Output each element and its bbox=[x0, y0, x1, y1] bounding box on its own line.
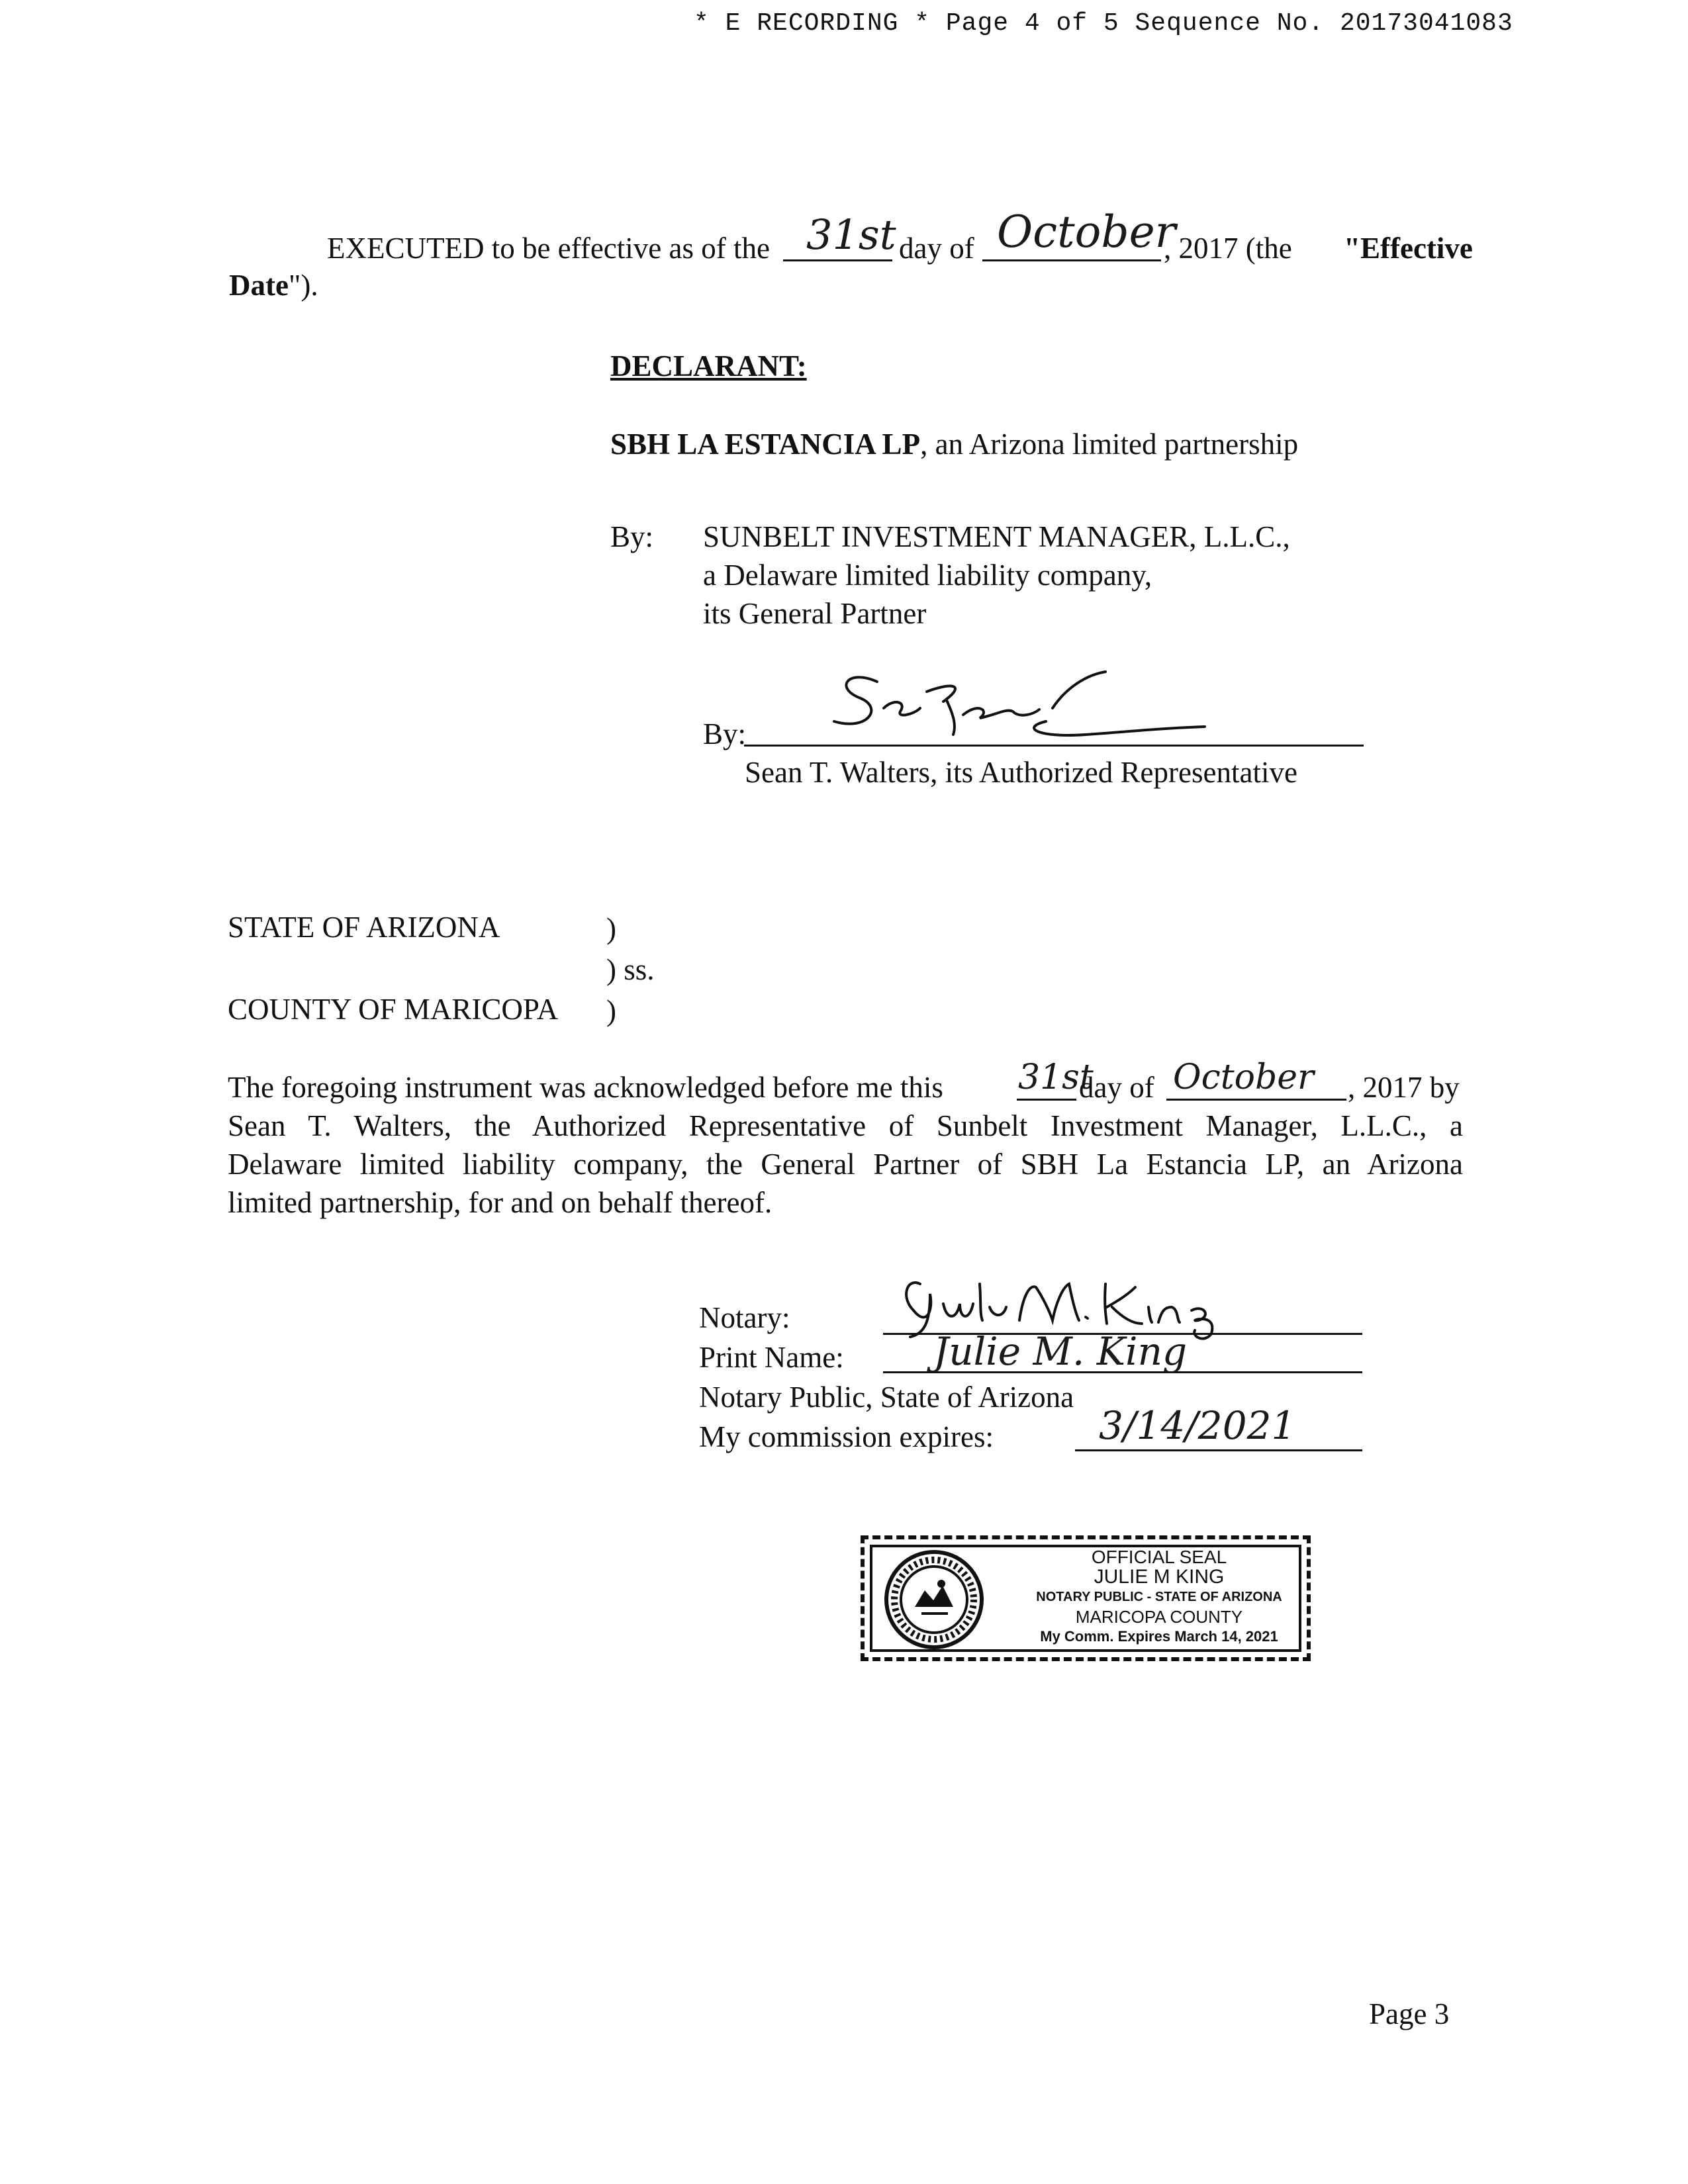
ack-line1-pre: The foregoing instrument was acknowledged before me this bbox=[228, 1071, 943, 1104]
notary-seal-stamp bbox=[861, 1535, 1311, 1661]
executed-month-blank bbox=[982, 259, 1161, 261]
seal-county: MARICOPA COUNTY bbox=[1075, 1607, 1243, 1627]
signature-image bbox=[821, 662, 1218, 748]
executed-day-of: day of bbox=[899, 232, 974, 265]
venue-county: COUNTY OF MARICOPA bbox=[228, 993, 559, 1026]
signer-name: Sean T. Walters, its Authorized Representative bbox=[745, 756, 1297, 789]
declarant-heading: DECLARANT: bbox=[610, 349, 807, 383]
notary-public-line: Notary Public, State of Arizona bbox=[699, 1381, 1074, 1414]
ack-month-blank bbox=[1166, 1099, 1346, 1101]
ack-line2: Sean T. Walters, the Authorized Representative of Sunbelt Investment Manager, L.L.C., a bbox=[228, 1109, 1463, 1142]
ack-line4: limited partnership, for and on behalf thereof. bbox=[228, 1186, 773, 1219]
ack-day-handwritten: 31st bbox=[1018, 1058, 1094, 1097]
ack-post: , 2017 by bbox=[1348, 1071, 1460, 1104]
executed-prefix: EXECUTED to be effective as of the bbox=[327, 232, 770, 265]
seal-title: OFFICIAL SEAL bbox=[1091, 1547, 1227, 1567]
ack-line3: Delaware limited liability company, the General Partner of SBH La Estancia LP, an Arizona bbox=[228, 1148, 1463, 1181]
seal-text-block bbox=[1017, 1547, 1301, 1647]
signature-by-label: By: bbox=[703, 717, 747, 751]
ack-day-blank bbox=[1017, 1099, 1076, 1101]
print-name-label: Print Name: bbox=[699, 1341, 844, 1374]
commission-expires-label: My commission expires: bbox=[699, 1420, 994, 1453]
manager-line1: SUNBELT INVESTMENT MANAGER, L.L.C., bbox=[703, 520, 1290, 553]
ack-day-of: day of bbox=[1079, 1071, 1154, 1104]
venue-paren2: ) bbox=[606, 994, 616, 1027]
venue-ss: ) ss. bbox=[606, 953, 655, 986]
executed-year: , 2017 (the bbox=[1164, 232, 1292, 265]
ack-month-handwritten: October bbox=[1173, 1058, 1314, 1097]
commission-expires-handwritten: 3/14/2021 bbox=[1099, 1403, 1296, 1448]
executed-month-handwritten: October bbox=[997, 206, 1176, 257]
effective-date-label: Date"). bbox=[229, 269, 318, 302]
print-name-handwritten: Julie M. King bbox=[933, 1329, 1188, 1374]
executed-day-handwritten: 31st bbox=[806, 210, 896, 259]
seal-expiration: My Comm. Expires March 14, 2021 bbox=[1040, 1628, 1278, 1645]
venue-state: STATE OF ARIZONA bbox=[228, 911, 500, 944]
notary-label: Notary: bbox=[699, 1301, 790, 1334]
recording-header: * E RECORDING * Page 4 of 5 Sequence No. 20173041083 bbox=[694, 9, 1513, 38]
effective-label: "Effective bbox=[1344, 232, 1473, 265]
seal-name: JULIE M KING bbox=[1094, 1566, 1225, 1588]
declarant-entity: SBH LA ESTANCIA LP, an Arizona limited partnership bbox=[610, 428, 1299, 461]
commission-expires-line bbox=[1075, 1449, 1362, 1451]
page-number: Page 3 bbox=[1369, 1997, 1450, 2030]
manager-line2: a Delaware limited liability company, bbox=[703, 559, 1152, 592]
manager-line3: its General Partner bbox=[703, 597, 927, 630]
venue-paren1: ) bbox=[606, 912, 616, 945]
executed-day-blank bbox=[783, 259, 892, 261]
arizona-state-seal-icon bbox=[882, 1547, 986, 1652]
by-label: By: bbox=[610, 520, 654, 553]
seal-notary-state: NOTARY PUBLIC - STATE OF ARIZONA bbox=[1036, 1590, 1282, 1604]
